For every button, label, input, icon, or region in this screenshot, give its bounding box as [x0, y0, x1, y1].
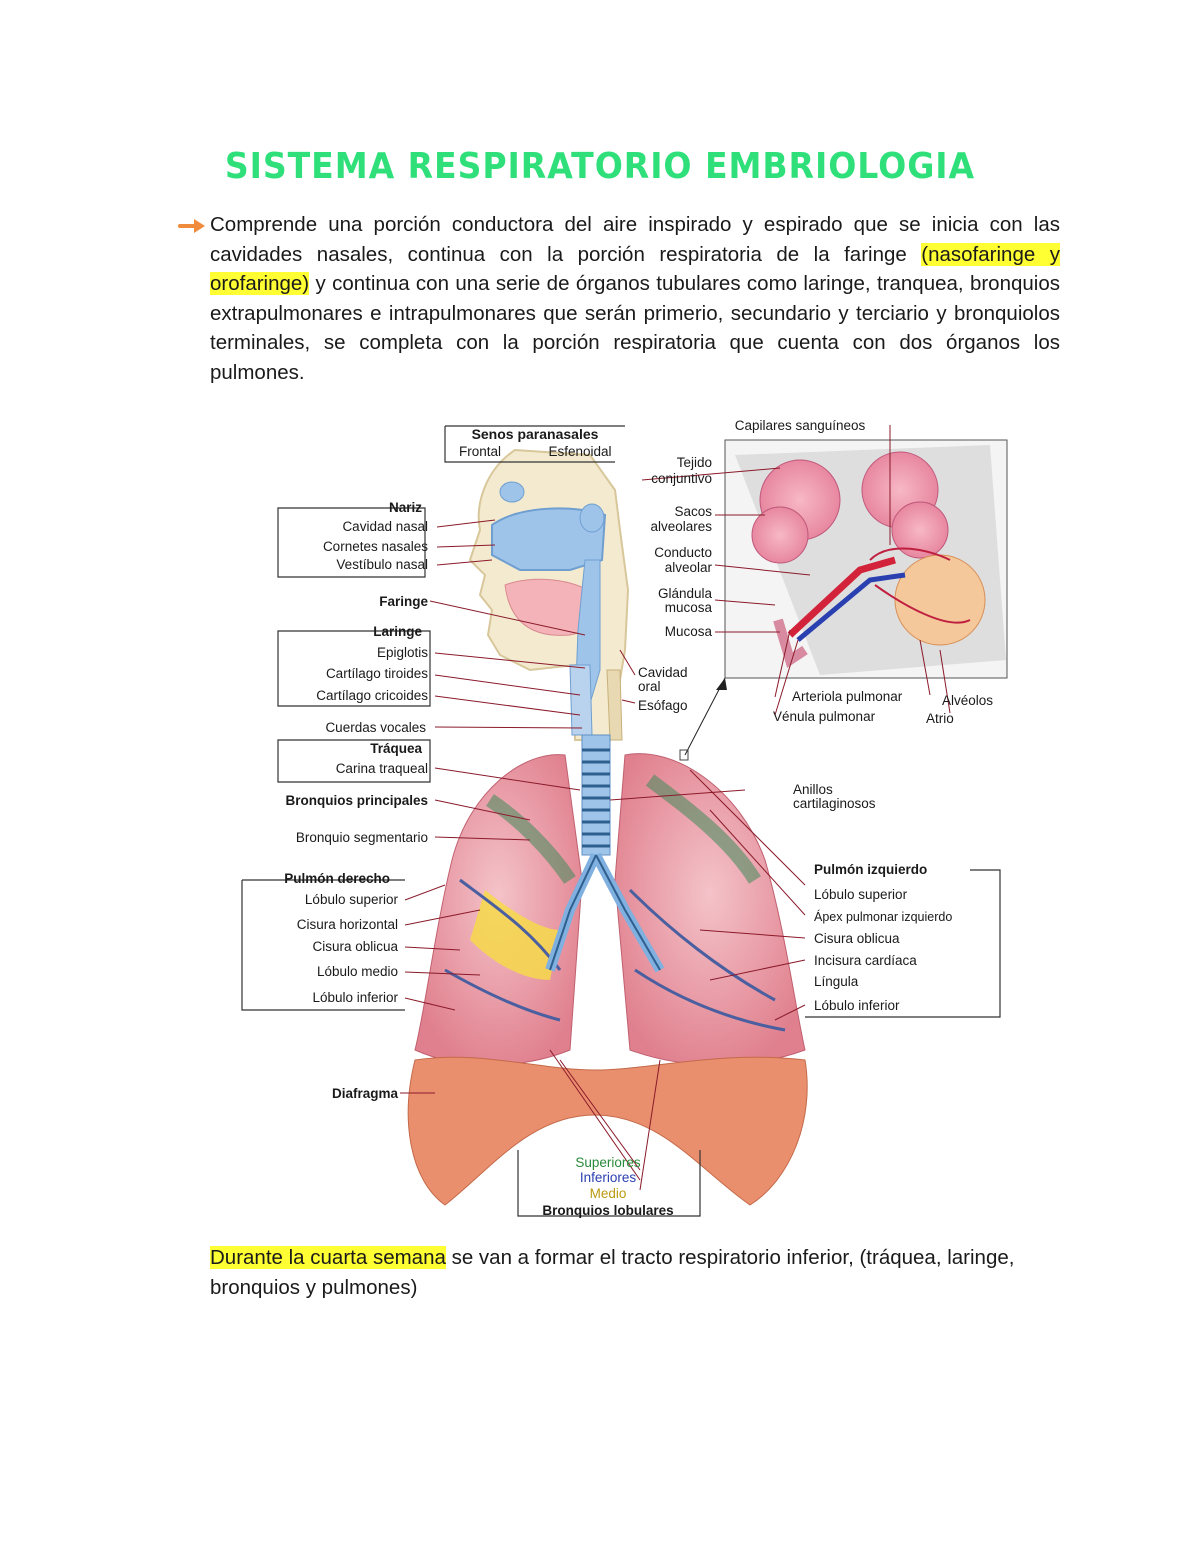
intro-highlight: (nasofaringe y orofaringe)	[210, 242, 1060, 295]
label-tejido-1: Tejido	[676, 455, 712, 470]
label-superiores: Superiores	[575, 1155, 641, 1170]
label-nariz-heading: Nariz	[388, 500, 422, 515]
label-pi-cisura-oblicua: Cisura oblicua	[814, 931, 900, 946]
label-diafragma: Diafragma	[331, 1086, 398, 1101]
label-venula: Vénula pulmonar	[773, 709, 876, 724]
label-faringe: Faringe	[379, 594, 428, 609]
label-anillos-1: Anillos	[793, 782, 833, 797]
label-pd-lobulo-inferior: Lóbulo inferior	[312, 990, 398, 1005]
label-pi-lobulo-superior: Lóbulo superior	[814, 887, 908, 902]
label-esfenoidal: Esfenoidal	[548, 444, 612, 459]
label-conducto-1: Conducto	[654, 545, 712, 560]
label-glandula-1: Glándula	[657, 586, 712, 601]
label-pi-incisura: Incisura cardíaca	[814, 953, 917, 968]
label-cavidad-oral-1: Cavidad	[638, 665, 688, 680]
label-epiglotis: Epiglotis	[376, 645, 428, 660]
intro-text-1: Comprende una porción conductora del aire inspirado y espirado que se inicia con las cavidades nasales, continua con la porción respiratoria de la faringe	[210, 213, 1060, 266]
label-pi-apex: Ápex pulmonar izquierdo	[814, 910, 953, 924]
label-inferiores: Inferiores	[579, 1170, 637, 1185]
label-pd-cisura-horizontal: Cisura horizontal	[296, 917, 398, 932]
left-lung-illustration	[615, 754, 805, 1065]
closing-text: se van a formar el tracto respiratorio inferior, (tráquea, laringe, bronquios y pulmones)	[210, 1246, 1015, 1299]
label-esofago: Esófago	[638, 698, 688, 713]
label-glandula-2: mucosa	[664, 600, 712, 615]
label-tejido-2: conjuntivo	[651, 471, 712, 486]
label-cavidad-oral-2: oral	[638, 679, 661, 694]
label-pi-lobulo-inferior: Lóbulo inferior	[814, 998, 900, 1013]
arrow-bullet-icon	[178, 216, 210, 236]
label-cartilago-cricoides: Cartílago cricoides	[316, 688, 428, 703]
label-anillos-2: cartilaginosos	[793, 796, 876, 811]
label-pulmon-derecho-heading: Pulmón derecho	[284, 871, 390, 886]
label-atrio: Atrio	[926, 711, 954, 726]
label-laringe-heading: Laringe	[373, 624, 422, 639]
label-senos-heading: Senos paranasales	[471, 426, 599, 442]
intro-text-2: y continua con una serie de órganos tubulares como laringe, tranquea, bronquios extrapulmonares e intrapulmonares que serán primerio, secundario y terciario y bronquiolos terminales, se completa con la porción respiratoria que cuenta con dos órganos los pulmones.	[210, 272, 1060, 384]
label-sacos-1: Sacos	[674, 504, 712, 519]
label-pd-lobulo-superior: Lóbulo superior	[304, 892, 398, 907]
label-mucosa: Mucosa	[664, 624, 712, 639]
label-vestibulo-nasal: Vestíbulo nasal	[336, 557, 428, 572]
head-illustration	[470, 450, 628, 740]
label-carina-traqueal: Carina traqueal	[335, 761, 428, 776]
label-traquea-heading: Tráquea	[370, 741, 422, 756]
label-pi-lingula: Língula	[814, 974, 859, 989]
label-sacos-2: alveolares	[650, 519, 712, 534]
page-title: SISTEMA RESPIRATORIO EMBRIOLOGIA	[224, 146, 976, 187]
label-pd-lobulo-medio: Lóbulo medio	[316, 964, 398, 979]
label-bronquios-principales: Bronquios principales	[285, 793, 428, 808]
label-pulmon-izquierdo-heading: Pulmón izquierdo	[814, 862, 928, 877]
label-pd-cisura-oblicua: Cisura oblicua	[312, 939, 398, 954]
label-arteriola: Arteriola pulmonar	[792, 689, 903, 704]
trachea-illustration	[582, 735, 610, 855]
label-bronquios-lobulares: Bronquios lobulares	[542, 1203, 674, 1218]
label-cuerdas-vocales: Cuerdas vocales	[325, 720, 426, 735]
label-cartilago-tiroides: Cartílago tiroides	[325, 666, 428, 681]
closing-highlight: Durante la cuarta semana	[210, 1246, 446, 1269]
label-alveolos: Alvéolos	[942, 693, 994, 708]
label-capilares: Capilares sanguíneos	[734, 418, 866, 433]
closing-paragraph	[210, 1243, 1060, 1302]
label-conducto-2: alveolar	[664, 560, 712, 575]
label-frontal: Frontal	[458, 444, 502, 459]
respiratory-system-figure	[230, 410, 1010, 1225]
label-cavidad-nasal: Cavidad nasal	[342, 519, 428, 534]
intro-paragraph	[210, 210, 1060, 387]
label-bronquio-segmentario: Bronquio segmentario	[295, 830, 428, 845]
label-cornetes-nasales: Cornetes nasales	[322, 539, 428, 554]
label-medio: Medio	[589, 1186, 627, 1201]
